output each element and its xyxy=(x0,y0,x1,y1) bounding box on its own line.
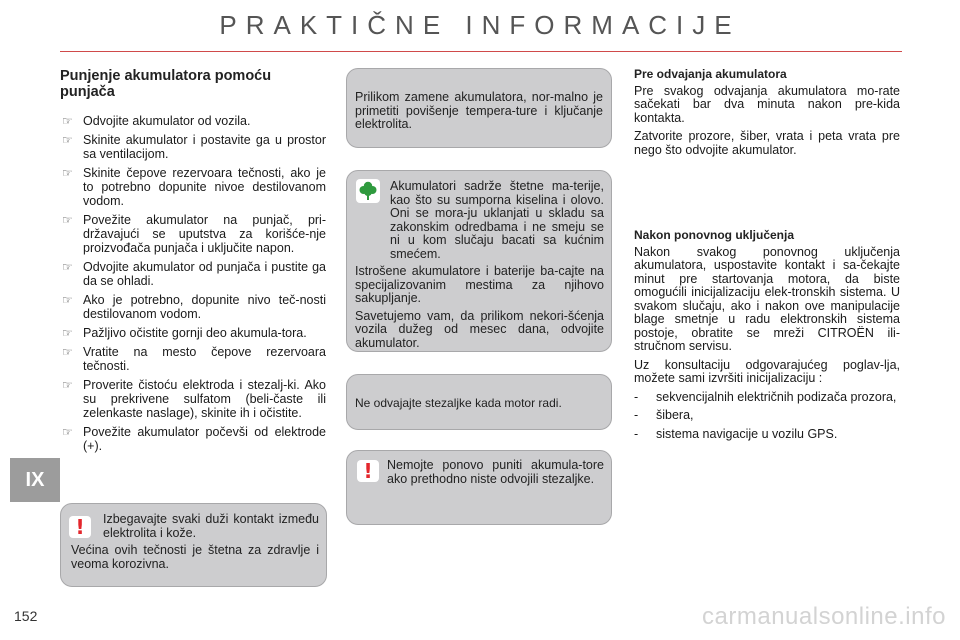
hand-pointer-icon: ☞ xyxy=(62,260,73,274)
list-item: - šibera, xyxy=(634,408,694,422)
exclamation-icon: ! xyxy=(357,460,379,482)
hand-pointer-icon: ☞ xyxy=(62,213,73,227)
chapter-tab: IX xyxy=(10,458,60,502)
note-text: Ne odvajajte stezaljke kada motor radi. xyxy=(355,396,562,410)
disconnect-heading: Pre odvajanja akumulatora xyxy=(634,67,787,81)
init-list xyxy=(634,391,900,442)
hand-pointer-icon: ☞ xyxy=(62,133,73,147)
charging-section xyxy=(60,68,326,458)
charging-steps xyxy=(60,114,326,453)
list-item: - sistema navigacije u vozilu GPS. xyxy=(634,426,838,441)
list-item: ☞ Ako je potrebno, dopunite nivo teč-nosti destilovanom vodom. xyxy=(62,293,326,321)
env-text: Istrošene akumulatore i baterije ba-cajte na specijalizovanim mestima za njihovo sakupljanje. xyxy=(355,264,604,305)
list-item: ☞ Skinite čepove rezervoara tečnosti, ako je to potrebno dopunite nivoe destilovanom vodom. xyxy=(62,166,326,208)
list-item: - sekvencijalnih električnih podizača prozora, xyxy=(634,389,897,404)
env-text: Savetujemo vam, da prilikom nekori-šćenja vozila dužeg od mesec dana, odvojite akumulator. xyxy=(355,308,604,350)
warning-text: Izbegavajte svaki duži kontakt između elektrolita i kože. xyxy=(103,512,319,540)
hand-pointer-icon: ☞ xyxy=(62,293,73,307)
hand-pointer-icon: ☞ xyxy=(62,326,73,340)
paragraph: Uz konsultaciju odgovarajućeg poglav-lja, možete sami izvršiti inicijalizaciju : xyxy=(634,357,900,385)
paragraph: Pre svakog odvajanja akumulatora mo-rate sačekati bar dva minuta nakon pre-kida kontakta. xyxy=(634,83,900,125)
watermark: carmanualsonline.info xyxy=(702,603,946,630)
list-item: ☞ Vratite na mesto čepove rezervoara tečnosti. xyxy=(62,345,326,373)
exclamation-icon: ! xyxy=(69,516,91,538)
hand-pointer-icon: ☞ xyxy=(62,166,73,180)
list-item: ☞ Skinite akumulator i postavite ga u prostor sa ventilacijom. xyxy=(62,133,326,161)
warning-text: Nemojte ponovo puniti akumula-tore ako prethodno niste odvojili stezaljke. xyxy=(387,458,604,486)
clamps-note-box xyxy=(346,374,612,430)
page-title: PRAKTIČNE INFORMACIJE xyxy=(219,10,741,40)
hand-pointer-icon: ☞ xyxy=(62,345,73,359)
environment-note-box xyxy=(346,170,612,352)
list-item: ☞ Povežite akumulator na punjač, pri-državajući se uputstva za korišće-nje proizvođača punjača i uključite napon. xyxy=(62,213,326,255)
recharge-warning-box xyxy=(346,450,612,525)
list-item: ☞ Proverite čistoću elektroda i stezalj-ki. Ako su prekrivene sulfatom (beli-časte ili zelenkaste naslage), skinite ih i očistite. xyxy=(62,378,326,420)
list-item: ☞ Povežite akumulator počevši od elektrode (+). xyxy=(62,425,326,453)
hand-pointer-icon: ☞ xyxy=(62,378,73,392)
disconnect-section xyxy=(634,68,900,446)
warning-text: Većina ovih tečnosti je štetna za zdravlje i veoma korozivna. xyxy=(71,543,319,571)
paragraph: Nakon svakog ponovnog uključenja akumulatora, uspostavite kontakt i sa-čekajte minut pre startovanja motora, da biste omogućili inicijalizaciju elek-tronskih sistema. U svakom slučaju, ako i nakon ove manipulacije blage smetnje u radu elektronskih sistema postoje, obratite se mreži CITROËN ili-stručnom servisu. xyxy=(634,244,900,353)
hand-pointer-icon: ☞ xyxy=(62,425,73,439)
note-text: Prilikom zamene akumulatora, nor-malno je primetiti povišenje tempera-ture i ključanje elektrolita. xyxy=(355,90,603,131)
electrolyte-warning-box xyxy=(60,503,327,587)
page-number: 152 xyxy=(14,608,38,624)
charging-heading: Punjenje akumulatora pomoću punjača xyxy=(60,68,272,100)
list-item: ☞ Pažljivo očistite gornji deo akumula-tora. xyxy=(62,326,307,340)
reconnect-heading: Nakon ponovnog uključenja xyxy=(634,228,795,242)
list-item: ☞ Odvojite akumulator od vozila. xyxy=(62,114,251,128)
reconnect-section xyxy=(634,229,900,441)
hand-pointer-icon: ☞ xyxy=(62,114,73,128)
tree-icon xyxy=(356,179,380,203)
title-divider xyxy=(60,51,902,52)
replacement-note-box xyxy=(346,68,612,148)
list-item: ☞ Odvojite akumulator od punjača i pustite ga da se ohladi. xyxy=(62,260,326,288)
paragraph: Zatvorite prozore, šiber, vrata i peta vrata pre nego što odvojite akumulator. xyxy=(634,129,900,157)
env-text: Akumulatori sadrže štetne ma-terije, kao što su sumporna kiselina i olovo. Oni se mora-ju uklanjati u skladu sa zakonskim odredbama i ne smeju se ni u kom slučaju bacati sa kućnim smećem. xyxy=(390,179,604,261)
